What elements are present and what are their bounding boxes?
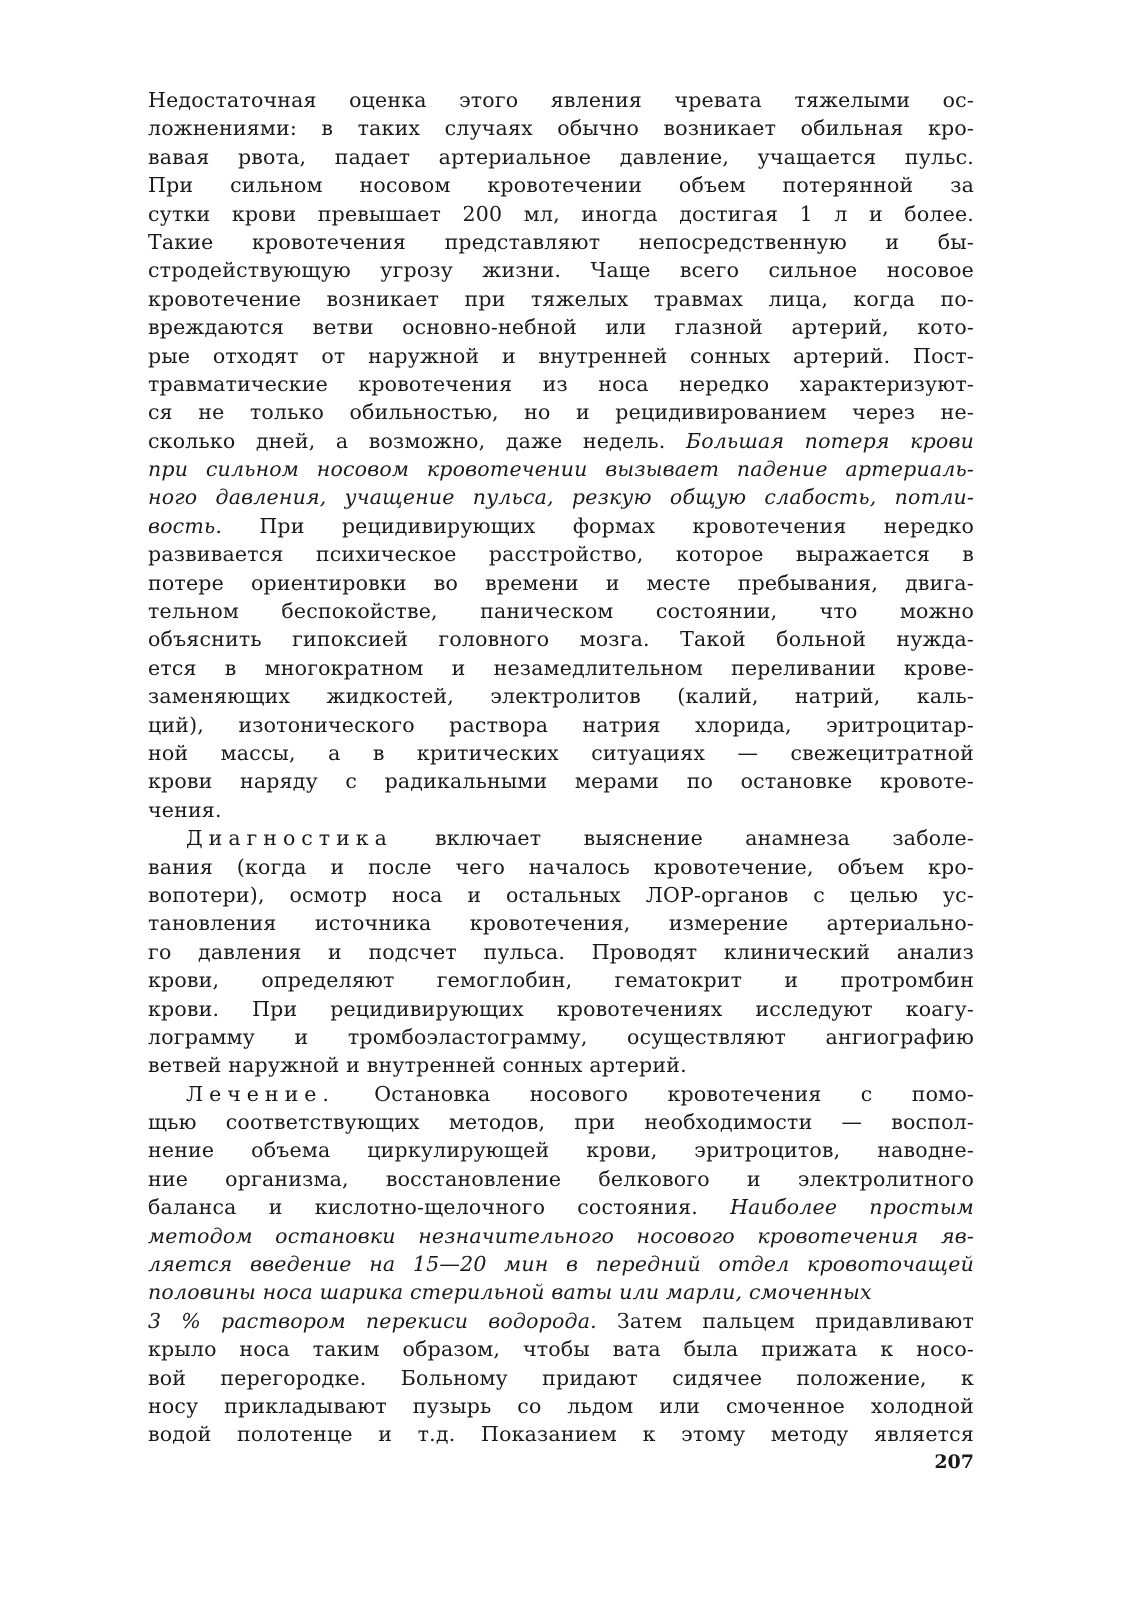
text-run: щью соответствующих методов, при необходимости — воспол- — [148, 1110, 974, 1135]
text-line — [148, 86, 974, 114]
italic-text: вость. — [148, 513, 223, 538]
text-run: чения. — [148, 797, 222, 822]
italic-text: ляется введение на 15—20 мин в передний отдел кровоточащей — [148, 1252, 974, 1277]
italic-text: Большая потеря крови — [685, 428, 974, 453]
text-run: го давления и подсчет пульса. Проводят клинический анализ — [148, 939, 974, 964]
section-heading: Лечение. — [186, 1081, 335, 1106]
text-line — [148, 625, 974, 653]
body-text — [148, 86, 974, 1449]
text-line — [148, 1307, 974, 1335]
text-line — [148, 995, 974, 1023]
text-run: крови наряду с радикальными мерами по остановке кровоте- — [148, 769, 974, 794]
text-run: развивается психическое расстройство, которое выражается в — [148, 542, 974, 567]
text-run: При сильном носовом кровотечении объем потерянной за — [148, 173, 974, 198]
paragraph-treatment — [148, 1080, 974, 1449]
text-run: ложнениями: в таких случаях обычно возникает обильная кро- — [148, 116, 974, 141]
text-line — [148, 483, 974, 511]
text-run: водой полотенце и т.д. Показанием к этому методу является — [148, 1422, 974, 1447]
text-line — [148, 796, 974, 824]
text-line — [148, 1136, 974, 1164]
text-run: объяснить гипоксией головного мозга. Такой больной нужда- — [148, 627, 974, 652]
text-line — [148, 597, 974, 625]
text-line — [148, 370, 974, 398]
text-run: кровотечение возникает при тяжелых травмах лица, когда по- — [148, 286, 974, 311]
text-line — [148, 1335, 974, 1363]
text-run: крови. При рецидивирующих кровотечениях исследуют коагу- — [148, 996, 974, 1021]
text-line — [148, 1080, 974, 1108]
italic-text: ного давления, учащение пульса, резкую общую слабость, потли- — [148, 485, 974, 510]
text-run: вания (когда и после чего началось кровотечение, объем кро- — [148, 854, 974, 879]
text-line — [148, 654, 974, 682]
text-run: ной массы, а в критических ситуациях — свежецитратной — [148, 740, 974, 765]
text-run: сутки крови превышает 200 мл, иногда достигая 1 л и более. — [148, 201, 974, 226]
text-line — [148, 540, 974, 568]
text-line — [148, 966, 974, 994]
text-line — [148, 824, 974, 852]
text-run: тельном беспокойстве, паническом состоянии, что можно — [148, 599, 974, 624]
text-run: стродействующую угрозу жизни. Чаще всего сильное носовое — [148, 258, 974, 283]
text-run: ется в многократном и незамедлительном переливании крове- — [148, 655, 974, 680]
paragraph-diagnostics — [148, 824, 974, 1080]
paragraph-bleeding-description — [148, 86, 974, 824]
italic-text: при сильном носовом кровотечении вызывает падение артериаль- — [148, 457, 974, 482]
text-line — [148, 938, 974, 966]
page-number: 207 — [934, 1451, 974, 1473]
text-run: крыло носа таким образом, чтобы вата была прижата к носо- — [148, 1337, 974, 1362]
italic-text: Наиболее простым — [730, 1195, 974, 1220]
text-run: Остановка носового кровотечения с помо- — [334, 1081, 974, 1106]
text-line — [148, 739, 974, 767]
text-line — [148, 398, 974, 426]
text-run: сколько дней, а возможно, даже недель. — [148, 428, 686, 453]
text-line — [148, 1392, 974, 1420]
text-line — [148, 569, 974, 597]
text-line — [148, 143, 974, 171]
text-run: лограмму и тромбоэластограмму, осуществляют ангиографию — [148, 1024, 974, 1049]
text-line — [148, 767, 974, 795]
text-line — [148, 909, 974, 937]
text-line — [148, 200, 974, 228]
text-run: вавая рвота, падает артериальное давление, учащается пульс. — [148, 144, 974, 169]
text-run: потере ориентировки во времени и месте пребывания, двига- — [148, 570, 974, 595]
text-line — [148, 1108, 974, 1136]
text-run: Недостаточная оценка этого явления чревата тяжелыми ос- — [148, 88, 974, 112]
text-run: Затем пальцем придавливают — [596, 1308, 974, 1333]
text-line — [148, 228, 974, 256]
text-line — [148, 114, 974, 142]
text-run: заменяющих жидкостей, электролитов (калий, натрий, каль- — [148, 684, 974, 709]
section-heading: Диагностика — [186, 826, 393, 851]
text-line — [148, 1278, 974, 1306]
text-line — [148, 455, 974, 483]
text-line — [148, 512, 974, 540]
text-run: ций), изотонического раствора натрия хлорида, эритроцитар- — [148, 712, 974, 737]
text-line — [148, 427, 974, 455]
text-line — [148, 342, 974, 370]
text-line — [148, 682, 974, 710]
text-line — [148, 285, 974, 313]
italic-text: половины носа шарика стерильной ваты или марли, смоченных — [148, 1280, 872, 1305]
text-run: включает выяснение анамнеза заболе- — [392, 826, 974, 851]
text-run: нение объема циркулирующей крови, эритроцитов, наводне- — [148, 1138, 974, 1163]
text-line — [148, 1364, 974, 1392]
text-run: вреждаются ветви основно-небной или глазной артерий, кото- — [148, 315, 974, 340]
text-run: При рецидивирующих формах кровотечения нередко — [222, 513, 974, 538]
text-line — [148, 1193, 974, 1221]
text-line — [148, 1051, 974, 1079]
text-line — [148, 881, 974, 909]
text-run: крови, определяют гемоглобин, гематокрит и протромбин — [148, 968, 974, 993]
text-line — [148, 1023, 974, 1051]
text-line — [148, 256, 974, 284]
text-line — [148, 313, 974, 341]
text-run: ние организма, восстановление белкового и электролитного — [148, 1166, 974, 1191]
text-run: вопотери), осмотр носа и остальных ЛОР-органов с целью ус- — [148, 882, 974, 907]
text-line — [148, 1222, 974, 1250]
italic-text: методом остановки незначительного носового кровотечения яв- — [148, 1223, 974, 1248]
text-run: травматические кровотечения из носа нередко характеризуют- — [148, 371, 974, 396]
text-run: Такие кровотечения представляют непосредственную и бы- — [148, 229, 974, 254]
text-line — [148, 1250, 974, 1278]
text-line — [148, 711, 974, 739]
text-line — [148, 1420, 974, 1448]
text-run: тановления источника кровотечения, измерение артериально- — [148, 911, 974, 936]
text-line — [148, 171, 974, 199]
text-line — [148, 1165, 974, 1193]
italic-text: 3 % раствором перекиси водорода. — [148, 1308, 597, 1333]
text-run: носу прикладывают пузырь со льдом или смоченное холодной — [148, 1393, 974, 1418]
text-run: рые отходят от наружной и внутренней сонных артерий. Пост- — [148, 343, 974, 368]
text-run: ся не только обильностью, но и рецидивированием через не- — [148, 400, 974, 425]
text-line — [148, 853, 974, 881]
text-run: баланса и кислотно-щелочного состояния. — [148, 1195, 731, 1220]
text-run: вой перегородке. Больному придают сидячее положение, к — [148, 1365, 974, 1390]
text-run: ветвей наружной и внутренней сонных артерий. — [148, 1053, 687, 1078]
